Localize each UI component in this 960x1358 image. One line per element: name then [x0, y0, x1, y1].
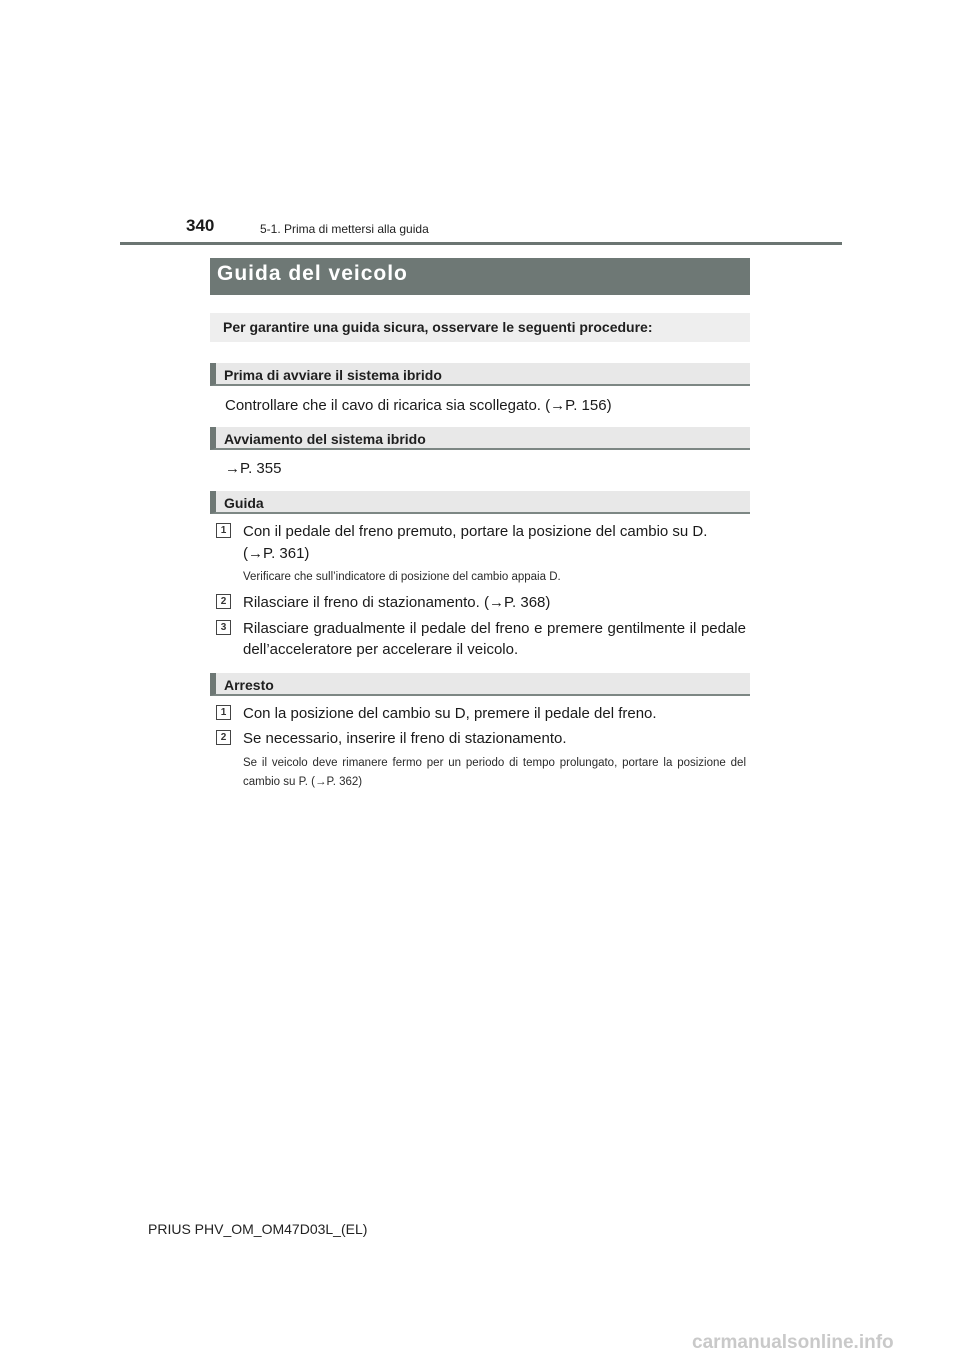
- avviamento-text: →P. 355: [225, 460, 282, 477]
- subheading-prima-label: Prima di avviare il sistema ibrido: [224, 367, 442, 383]
- subheading-guida-label: Guida: [224, 495, 264, 511]
- guida-step-3-number: 3: [216, 620, 231, 635]
- subheading-avviamento: [210, 427, 750, 450]
- guida-step-1-number: 1: [216, 523, 231, 538]
- intro-box: [210, 313, 750, 342]
- page-number: 340: [186, 216, 215, 235]
- arresto-step-2-number: 2: [216, 730, 231, 745]
- page-title: Guida del veicolo: [217, 262, 408, 285]
- guida-step-2-text: Rilasciare il freno di stazionamento. (→P. 368): [243, 594, 551, 611]
- subheading-guida: [210, 491, 750, 514]
- section-label: 5-1. Prima di mettersi alla guida: [260, 222, 429, 236]
- header-rule: [120, 242, 842, 245]
- subheading-prima: [210, 363, 750, 386]
- subheading-avviamento-label: Avviamento del sistema ibrido: [224, 431, 426, 447]
- watermark: carmanualsonline.info: [692, 1332, 894, 1353]
- arresto-step-1-text: Con la posizione del cambio su D, premere il pedale del freno.: [243, 705, 657, 722]
- intro-text: Per garantire una guida sicura, osservare le seguenti procedure:: [223, 319, 653, 335]
- guida-step-1-ref: (→P. 361): [243, 545, 310, 562]
- footer-doc-code: PRIUS PHV_OM_OM47D03L_(EL): [148, 1221, 368, 1237]
- page-title-bar: [210, 258, 750, 295]
- arresto-step-2-note: Se il veicolo deve rimanere fermo per un periodo di tempo prolungato, portare la posizione del cambio su P. (→P. 362): [243, 757, 746, 788]
- subheading-arresto: [210, 673, 750, 696]
- arresto-step-2-text: Se necessario, inserire il freno di stazionamento.: [243, 730, 567, 747]
- subheading-arresto-label: Arresto: [224, 677, 274, 693]
- guida-step-1-text: Con il pedale del freno premuto, portare la posizione del cambio su D.: [243, 523, 708, 540]
- guida-step-3-text: Rilasciare gradualmente il pedale del freno e premere gentilmente il pedale dell’acceleratore per accelerare il veicolo.: [243, 620, 746, 658]
- prima-text: Controllare che il cavo di ricarica sia scollegato. (→P. 156): [225, 397, 612, 414]
- arresto-step-1-number: 1: [216, 705, 231, 720]
- guida-step-2-number: 2: [216, 594, 231, 609]
- guida-step-1-note: Verificare che sull’indicatore di posizione del cambio appaia D.: [243, 571, 561, 583]
